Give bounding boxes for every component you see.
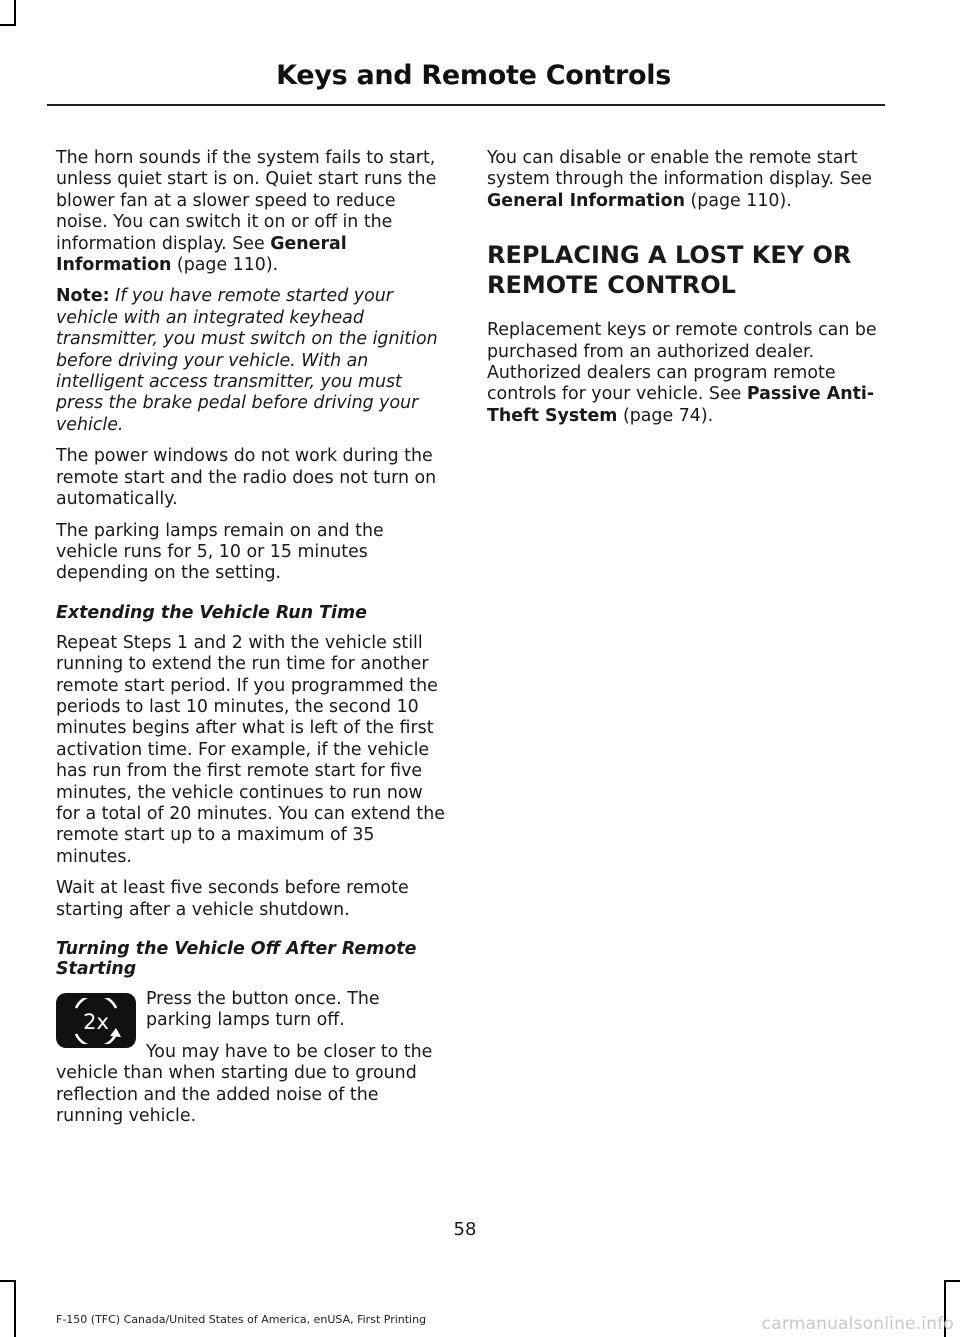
paragraph: You may have to be closer to the vehicle than when starting due to ground reflection and the added noise of the running vehicle. <box>56 1041 433 1127</box>
paragraph: Wait at least five seconds before remote starting after a vehicle shutdown. <box>56 878 409 920</box>
section-heading <box>487 240 881 300</box>
note-text: If you have remote started your vehicle with an integrated keyhead transmitter, you must switch on the ignition before driving your vehicle. With an intelligent access transmitter, you must press the brake pedal before driving your vehicle. <box>56 286 438 435</box>
footer-text: F-150 (TFC) Canada/United States of America, enUSA, First Printing <box>56 1313 427 1326</box>
watermark: carmanualsonline.info <box>761 1314 954 1334</box>
page-title: Keys and Remote Controls <box>276 60 671 91</box>
cross-reference-link[interactable]: Passive Anti-Theft System <box>487 384 875 426</box>
paragraph-text: The horn sounds if the system fails to start, unless quiet start is on. Quiet start runs the blower fan at a slower speed to reduce noise. You can switch it on or off in the information display. See <box>56 148 437 254</box>
paragraph: The parking lamps remain on and the vehicle runs for 5, 10 or 15 minutes depending on the setting. <box>56 520 384 584</box>
section-heading-line: REMOTE CONTROL <box>487 271 736 300</box>
paragraph <box>56 148 448 276</box>
left-column <box>56 148 448 1137</box>
paragraph <box>487 320 881 427</box>
paragraph: Press the button once. The parking lamps turn off. <box>146 989 380 1031</box>
paragraph-text: You can disable or enable the remote start system through the information display. See <box>487 148 872 190</box>
note-label: Note: <box>56 286 110 307</box>
page-reference: (page 110). <box>171 255 279 276</box>
subheading: Extending the Vehicle Run Time <box>56 602 367 623</box>
right-column <box>487 148 881 437</box>
note <box>56 286 448 436</box>
instruction-with-icon <box>56 989 448 1127</box>
cross-reference-link[interactable]: General Information <box>487 190 685 211</box>
section-heading-line: REPLACING A LOST KEY OR <box>487 241 852 270</box>
paragraph-text: Replacement keys or remote controls can be purchased from an authorized dealer. Authorized dealers can program remote controls for your vehicle. See <box>487 320 877 405</box>
subheading: Turning the Vehicle Off After Remote Starting <box>56 939 417 979</box>
crop-mark <box>0 24 16 26</box>
page-number: 58 <box>453 1219 477 1240</box>
page-reference: (page 74). <box>617 405 714 426</box>
paragraph: The power windows do not work during the remote start and the radio does not turn on automatically. <box>56 446 437 510</box>
crop-mark <box>0 1280 16 1282</box>
press-twice-icon <box>56 993 136 1048</box>
crop-mark <box>14 1280 16 1337</box>
icon-label: 2x <box>83 1009 109 1034</box>
cross-reference-link[interactable]: General Information <box>56 233 347 276</box>
paragraph <box>487 148 881 212</box>
crop-mark <box>944 1280 960 1282</box>
paragraph: Repeat Steps 1 and 2 with the vehicle still running to extend the run time for another remote start period. If you programmed the periods to last 10 minutes, the second 10 minutes begins after what is left of the first activation time. For example, if the vehicle has run from the first remote start for five minutes, the vehicle continues to run now for a total of 20 minutes. You can extend the remote start up to a maximum of 35 minutes. <box>56 632 445 867</box>
crop-mark <box>14 0 16 26</box>
page-reference: (page 110). <box>684 190 792 211</box>
header-divider <box>47 104 885 106</box>
